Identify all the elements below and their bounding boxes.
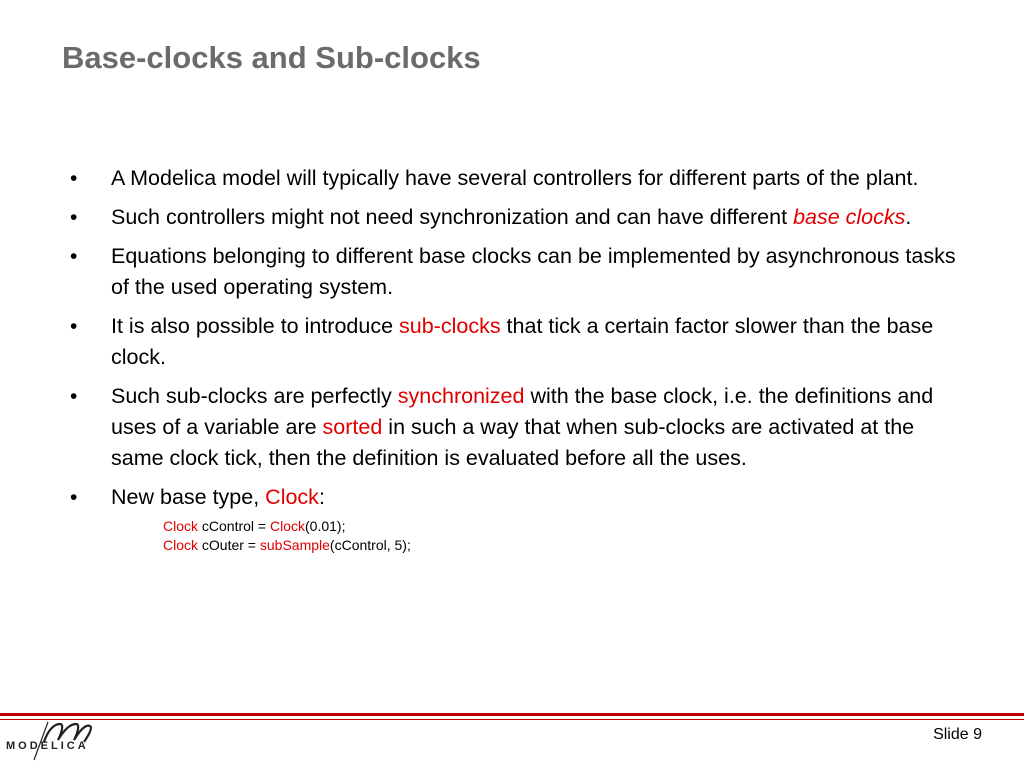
code-text: (0.01); xyxy=(305,518,346,534)
bullet-text: . xyxy=(905,205,912,229)
footer-rule xyxy=(0,713,1024,716)
bullet-item xyxy=(70,163,970,194)
bullet-item xyxy=(70,202,970,233)
slide-number: Slide 9 xyxy=(933,726,982,743)
bullet-text: Equations belonging to different base clocks can be implemented by asynchronous tasks of the used operating system. xyxy=(111,244,956,299)
footer-rule-thin xyxy=(0,719,1024,720)
bullet-text: Such sub-clocks are perfectly xyxy=(111,384,398,408)
modelica-logo xyxy=(4,718,104,762)
bullet-text: : xyxy=(318,485,325,509)
bullet-text: that tick a certain factor slower than the base clock. xyxy=(111,314,934,369)
highlight-term: Clock xyxy=(265,485,319,509)
bullet-item xyxy=(70,381,970,474)
bullet-marker: • xyxy=(70,167,78,190)
code-keyword: Clock xyxy=(163,518,199,534)
code-line xyxy=(163,536,970,555)
bullet-text: in such a way that when sub-clocks are activated at the same clock tick, then the definition is evaluated before all the uses. xyxy=(111,415,915,470)
bullet-item xyxy=(70,241,970,303)
code-block xyxy=(163,517,970,555)
bullet-marker: • xyxy=(70,245,78,268)
bullet-text: with the base clock, i.e. the definitions and uses of a variable are xyxy=(111,384,934,439)
code-text: cControl = xyxy=(198,518,270,534)
bullet-marker: • xyxy=(70,206,78,229)
code-text: (cControl, 5); xyxy=(329,537,411,553)
code-keyword: subSample xyxy=(259,537,330,553)
bullet-item xyxy=(70,311,970,373)
bullet-marker: • xyxy=(70,486,78,509)
bullet-list xyxy=(70,163,970,555)
highlight-term: sub-clocks xyxy=(399,314,501,338)
code-keyword: Clock xyxy=(163,537,199,553)
bullet-item xyxy=(70,482,970,513)
code-keyword: Clock xyxy=(270,518,306,534)
highlight-term: base clocks xyxy=(793,205,906,229)
bullet-text: A Modelica model will typically have several controllers for different parts of the plant. xyxy=(111,166,919,190)
bullet-text: Such controllers might not need synchronization and can have different xyxy=(111,205,794,229)
slide-title: Base-clocks and Sub-clocks xyxy=(62,40,481,75)
bullet-marker: • xyxy=(70,385,78,408)
code-line xyxy=(163,517,970,536)
code-text: cOuter = xyxy=(198,537,260,553)
highlight-term: synchronized xyxy=(397,384,525,408)
bullet-text: It is also possible to introduce xyxy=(111,314,400,338)
bullet-marker: • xyxy=(70,315,78,338)
bullet-text: New base type, xyxy=(111,485,266,509)
highlight-term: sorted xyxy=(322,415,383,439)
logo-text: MODELICA xyxy=(6,740,89,752)
